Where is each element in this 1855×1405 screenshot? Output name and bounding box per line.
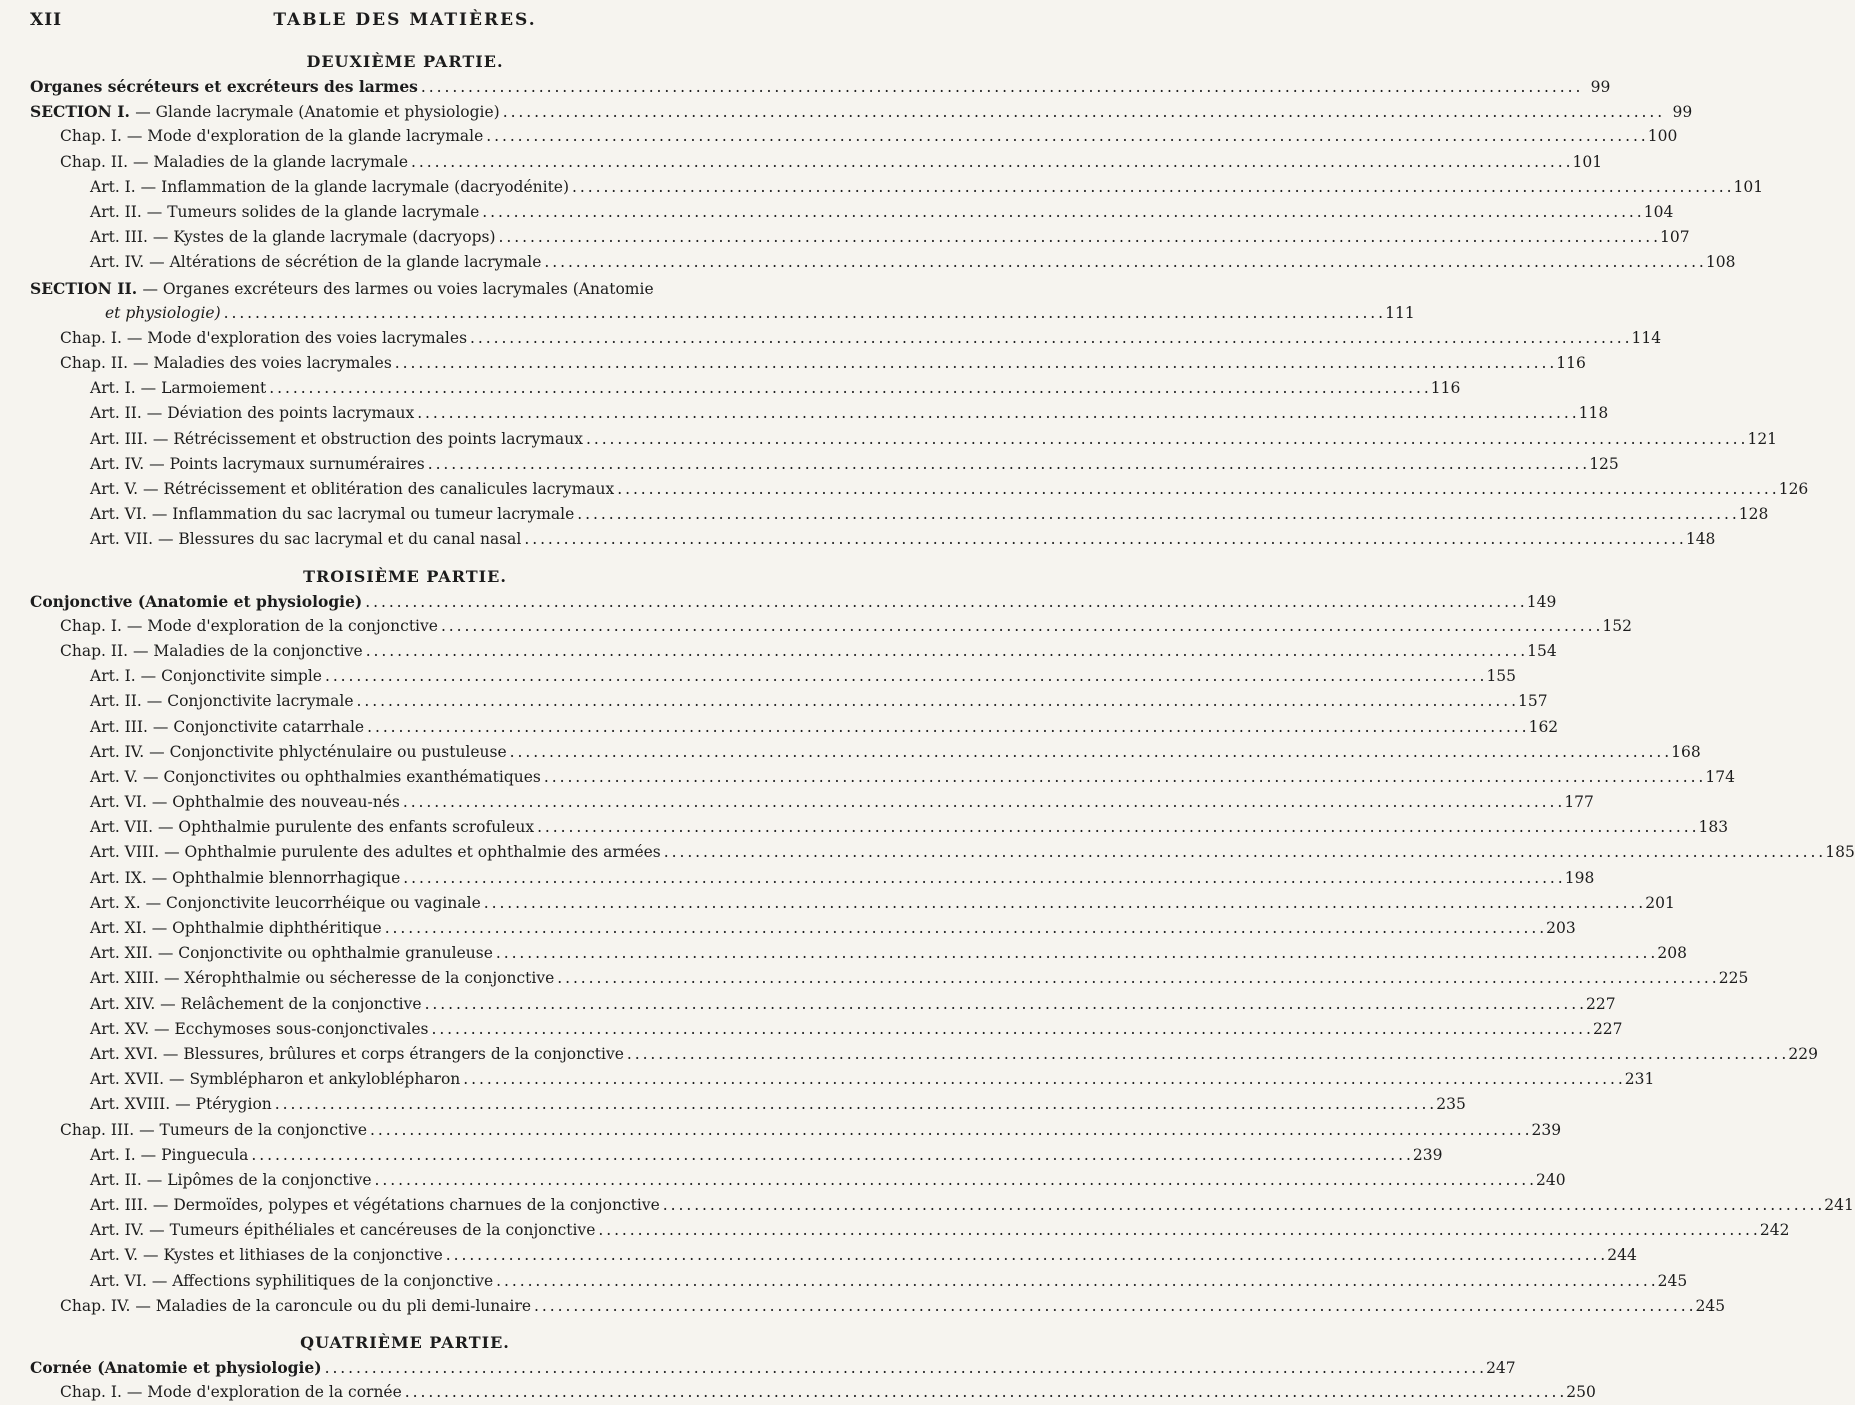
toc-entry <box>30 1118 1562 1143</box>
toc-page-number: 148 <box>1685 530 1716 549</box>
toc-entry-text: Art. VIII. — Ophthalmie purulente des adultes et ophthalmie des armées <box>90 843 661 862</box>
toc-page-number: 116 <box>1556 354 1586 373</box>
toc-entry <box>30 1143 1443 1168</box>
toc-entry-text: Art. X. — Conjonctivite leucorrhéique ou vaginale <box>90 893 481 912</box>
dot-leader <box>365 590 1523 615</box>
toc-entry-text <box>30 276 654 302</box>
running-title: TABLE DES MATIÈRES. <box>273 10 537 30</box>
dot-leader <box>557 966 1715 991</box>
toc-page-number: 229 <box>1788 1044 1818 1063</box>
toc-page-number: 235 <box>1436 1095 1466 1114</box>
toc-page-number: 174 <box>1705 767 1735 786</box>
dot-leader <box>428 452 1586 477</box>
toc-page-number: 157 <box>1518 692 1548 711</box>
toc-page-number: 114 <box>1631 328 1662 347</box>
toc-page-number: 247 <box>1486 1359 1516 1377</box>
dot-leader <box>403 790 1561 815</box>
toc-entry <box>30 815 1729 840</box>
dot-leader <box>441 614 1599 639</box>
dot-leader <box>470 326 1628 351</box>
toc-page-number: 118 <box>1578 404 1609 423</box>
page-number: XII <box>30 10 63 30</box>
toc-entry <box>30 1269 1688 1294</box>
toc-entry <box>30 840 1855 865</box>
dot-leader <box>484 891 1642 916</box>
toc-entry <box>30 790 1594 815</box>
toc-entry <box>30 664 1517 689</box>
toc-entry-text: Art. III. — Rétrécissement et obstruction des points lacrymaux <box>90 429 583 448</box>
toc-entry <box>30 1017 1623 1042</box>
toc-entry <box>30 1193 1854 1218</box>
toc-page-number: 240 <box>1536 1170 1566 1189</box>
toc-entry <box>30 452 1619 477</box>
part-title: TROISIÈME PARTIE. <box>303 566 507 586</box>
toc-entry <box>30 1355 1516 1380</box>
toc-entry-text: Art. XVIII. — Ptérygion <box>90 1095 272 1114</box>
toc-entry <box>30 502 1769 527</box>
dot-leader <box>370 1118 1528 1143</box>
dot-leader <box>367 715 1525 740</box>
toc-entry-text: Art. I. — Conjonctivite simple <box>90 667 322 686</box>
toc-page-number: 244 <box>1607 1246 1637 1265</box>
toc-entry-text: Art. II. — Déviation des points lacrymaux <box>90 404 415 423</box>
toc-entry-text: Art. VI. — Inflammation du sac lacrymal ou tumeur lacrymale <box>90 505 575 524</box>
toc-entry <box>30 916 1576 941</box>
toc-entry-text: Art. XIV. — Relâchement de la conjonctive <box>90 994 422 1013</box>
dot-leader <box>463 1067 1621 1092</box>
toc-entry <box>30 639 1557 664</box>
part-title: QUATRIÈME PARTIE. <box>300 1333 510 1352</box>
dot-leader <box>486 124 1644 149</box>
dot-leader <box>544 765 1702 790</box>
toc-entry <box>30 225 1690 250</box>
toc-entry-text: Art. XII. — Conjonctivite ou ophthalmie granuleuse <box>90 944 493 963</box>
dot-leader <box>325 664 1483 689</box>
dot-leader <box>366 639 1524 664</box>
dot-leader <box>325 1356 1483 1381</box>
toc-entry-text: Art. I. — Larmoiement <box>90 379 267 398</box>
toc-page-number: 203 <box>1546 919 1576 937</box>
toc-page-number: 162 <box>1528 717 1559 736</box>
toc-entry <box>30 891 1675 916</box>
toc-page-number: 155 <box>1486 667 1517 686</box>
toc-page-number: 116 <box>1430 379 1461 398</box>
toc-page-number: 183 <box>1698 818 1729 837</box>
toc-entry-text: Art. IV. — Altérations de sécrétion de la glande lacrymale <box>90 253 542 272</box>
dot-leader <box>663 1193 1821 1218</box>
table-of-contents <box>30 50 1855 1405</box>
dot-leader <box>224 301 1382 326</box>
dot-leader <box>496 1269 1654 1294</box>
toc-entry <box>30 941 1687 966</box>
dot-leader <box>269 376 1427 401</box>
toc-entry-text: Art. III. — Conjonctivite catarrhale <box>90 717 365 736</box>
toc-entry-text: Art. IV. — Points lacrymaux surnuméraires <box>90 454 425 473</box>
toc-entry <box>30 326 1662 351</box>
toc-entry <box>30 1168 1566 1193</box>
dot-leader <box>251 1143 1409 1168</box>
dot-leader <box>425 992 1583 1017</box>
toc-entry <box>30 1067 1655 1092</box>
section-label: SECTION II. <box>30 278 143 298</box>
toc-entry-text: Art. III. — Kystes de la glande lacrymale (dacryops) <box>90 228 496 247</box>
toc-entry-text: Chap. III. — Tumeurs de la conjonctive <box>60 1120 368 1139</box>
toc-page-number: 239 <box>1412 1145 1443 1164</box>
toc-entry <box>30 99 1693 124</box>
toc-entry <box>30 200 1674 225</box>
toc-entry-text: Chap. II. — Maladies de la glande lacrymale <box>60 152 409 171</box>
toc-page-number: 227 <box>1592 1019 1623 1038</box>
toc-entry-text: Art. XV. — Ecchymoses sous-conjonctivales <box>90 1019 429 1038</box>
dot-leader <box>375 1168 1533 1193</box>
section-label: SECTION I. <box>30 102 136 122</box>
toc-entry <box>30 1380 1596 1405</box>
dot-leader <box>499 225 1657 250</box>
dot-leader <box>510 740 1668 765</box>
toc-page-number: 201 <box>1645 893 1675 912</box>
dot-leader <box>357 689 1515 714</box>
toc-page-number: 101 <box>1733 177 1764 196</box>
dot-leader <box>598 1218 1756 1243</box>
dot-leader <box>417 401 1575 426</box>
toc-entry-text: Art. VII. — Ophthalmie purulente des enfants scrofuleux <box>90 818 535 837</box>
dot-leader <box>275 1092 1433 1117</box>
dot-leader <box>524 527 1682 552</box>
toc-entry <box>30 614 1632 639</box>
toc-entry-text: Art. IV. — Tumeurs épithéliales et cancéreuses de la conjonctive <box>90 1221 596 1240</box>
toc-page-number: 227 <box>1586 994 1616 1013</box>
toc-entry-continuation <box>30 301 1415 326</box>
dot-leader <box>617 477 1775 502</box>
section-title: — Glande lacrymale (Anatomie et physiologie) <box>135 103 500 122</box>
toc-entry-text: Art. I. — Inflammation de la glande lacrymale (dacryodénite) <box>90 177 570 196</box>
toc-page-number: 241 <box>1824 1196 1854 1215</box>
toc-entry-text: Art. III. — Dermoïdes, polypes et végétations charnues de la conjonctive <box>90 1196 660 1215</box>
toc-page-number: 177 <box>1564 793 1594 812</box>
toc-entry-text: Art. VI. — Ophthalmie des nouveau-nés <box>90 793 400 812</box>
toc-page-number: 99 <box>1672 103 1693 122</box>
dot-leader <box>411 150 1569 175</box>
toc-entry-text: Art. VII. — Blessures du sac lacrymal et du canal nasal <box>90 530 522 549</box>
toc-entry-text: Art. XVII. — Symblépharon et ankyloblépharon <box>90 1070 461 1089</box>
toc-entry <box>30 1294 1726 1319</box>
toc-page-number: 108 <box>1705 253 1736 272</box>
toc-entry-text: Chap. I. — Mode d'exploration de la glande lacrymale <box>60 127 484 146</box>
toc-page-number: 208 <box>1657 944 1687 963</box>
part-title: DEUXIÈME PARTIE. <box>306 52 504 71</box>
toc-entry <box>30 74 1611 99</box>
dot-leader <box>586 427 1744 452</box>
toc-entry <box>30 1218 1790 1243</box>
toc-entry-text: Art. II. — Conjonctivite lacrymale <box>90 692 354 711</box>
toc-entry-text: Art. V. — Kystes et lithiases de la conjonctive <box>90 1246 443 1265</box>
toc-entry-text: Art. IX. — Ophthalmie blennorrhagique <box>90 868 401 887</box>
toc-entry <box>30 401 1609 426</box>
toc-entry <box>30 992 1616 1017</box>
toc-page-number: 128 <box>1738 505 1769 524</box>
toc-entry-text: Chap. II. — Maladies de la conjonctive <box>60 641 363 660</box>
toc-entry <box>30 477 1809 502</box>
toc-entry <box>30 124 1678 149</box>
dot-leader <box>431 1017 1589 1042</box>
dot-leader <box>544 250 1702 275</box>
toc-entry-text <box>30 99 500 125</box>
toc-entry-text: Chap. IV. — Maladies de la caroncule ou du pli demi-lunaire <box>60 1296 532 1315</box>
toc-page-number: 242 <box>1759 1221 1790 1240</box>
toc-page-number: 198 <box>1564 868 1595 887</box>
toc-entry <box>30 966 1749 991</box>
toc-entry-text: Art. XIII. — Xérophthalmie ou sécheresse de la conjonctive <box>90 969 555 988</box>
toc-entry-text: Organes sécréteurs et excréteurs des larmes <box>30 77 418 96</box>
toc-entry-text: Art. VI. — Affections syphilitiques de la conjonctive <box>90 1271 494 1290</box>
toc-entry <box>30 689 1548 714</box>
toc-page-number: 121 <box>1747 429 1778 448</box>
dot-leader <box>385 916 1543 941</box>
toc-entry <box>30 1092 1466 1117</box>
toc-entry <box>30 175 1764 200</box>
toc-page-number: 231 <box>1624 1070 1655 1089</box>
toc-entry-text: Art. IV. — Conjonctivite phlycténulaire ou pustuleuse <box>90 742 507 761</box>
running-head <box>30 0 780 50</box>
toc-entry-text: Art. V. — Conjonctivites ou ophthalmies exanthématiques <box>90 767 541 786</box>
toc-entry <box>30 866 1595 891</box>
toc-page-number: 149 <box>1526 592 1557 611</box>
dot-leader <box>577 502 1735 527</box>
toc-page-number: 168 <box>1671 742 1701 761</box>
toc-entry <box>30 715 1559 740</box>
toc-page-number: 185 <box>1825 843 1855 862</box>
dot-leader <box>496 941 1654 966</box>
dot-leader <box>482 200 1640 225</box>
toc-page-number: 99 <box>1590 78 1611 96</box>
toc-page-number: 250 <box>1566 1383 1596 1402</box>
toc-entry-text: Art. II. — Tumeurs solides de la glande lacrymale <box>90 202 480 221</box>
dot-leader <box>446 1243 1604 1268</box>
toc-page-number: 126 <box>1778 480 1809 498</box>
dot-leader <box>534 1294 1692 1319</box>
toc-entry-text: Art. I. — Pinguecula <box>90 1145 249 1164</box>
toc-entry-text: et physiologie) <box>105 303 221 322</box>
toc-entry <box>30 250 1736 275</box>
dot-leader <box>627 1042 1785 1067</box>
section-title: — Organes excréteurs des larmes ou voies lacrymales (Anatomie <box>142 279 654 298</box>
toc-page <box>30 0 1855 1405</box>
toc-page-number: 111 <box>1385 303 1415 322</box>
toc-entry-text: Art. XI. — Ophthalmie diphthéritique <box>90 919 382 937</box>
toc-entry <box>30 765 1735 790</box>
toc-entry-text: Cornée (Anatomie et physiologie) <box>30 1358 322 1377</box>
toc-entry <box>30 740 1701 765</box>
toc-entry <box>30 351 1586 376</box>
toc-entry <box>30 1042 1818 1067</box>
toc-page-number: 225 <box>1718 969 1749 988</box>
toc-entry <box>30 376 1461 401</box>
toc-entry <box>30 150 1603 175</box>
toc-entry-text: Conjonctive (Anatomie et physiologie) <box>30 591 363 611</box>
dot-leader <box>395 351 1553 376</box>
dot-leader <box>421 75 1579 100</box>
toc-page-number: 152 <box>1602 616 1632 635</box>
toc-entry <box>30 1243 1637 1268</box>
toc-entry <box>30 276 780 301</box>
toc-page-number: 125 <box>1589 454 1619 473</box>
dot-leader <box>405 1380 1563 1405</box>
toc-entry <box>30 427 1778 452</box>
toc-page-number: 239 <box>1531 1120 1562 1139</box>
toc-entry-text: Chap. I. — Mode d'exploration des voies lacrymales <box>60 328 468 347</box>
toc-entry-text: Chap. I. — Mode d'exploration de la cornée <box>60 1383 402 1402</box>
dot-leader <box>537 815 1695 840</box>
toc-entry-text: Chap. II. — Maladies des voies lacrymales <box>60 354 392 373</box>
toc-entry <box>30 527 1716 552</box>
toc-page-number: 104 <box>1643 202 1674 221</box>
dot-leader <box>572 175 1730 200</box>
toc-page-number: 245 <box>1657 1271 1688 1290</box>
toc-page-number: 154 <box>1527 641 1557 660</box>
toc-page-number: 101 <box>1572 152 1603 171</box>
dot-leader <box>664 840 1822 865</box>
toc-entry-text: Chap. I. — Mode d'exploration de la conjonctive <box>60 616 438 635</box>
dot-leader <box>503 100 1661 125</box>
toc-entry-text: Art. II. — Lipômes de la conjonctive <box>90 1170 372 1189</box>
toc-page-number: 107 <box>1660 228 1690 247</box>
toc-entry <box>30 589 1557 614</box>
toc-page-number: 245 <box>1695 1296 1726 1315</box>
toc-entry-text: Art. V. — Rétrécissement et oblitération des canalicules lacrymaux <box>90 480 615 498</box>
toc-entry-text: Art. XVI. — Blessures, brûlures et corps étrangers de la conjonctive <box>90 1044 624 1063</box>
toc-page-number: 100 <box>1647 127 1678 146</box>
dot-leader <box>403 866 1561 891</box>
